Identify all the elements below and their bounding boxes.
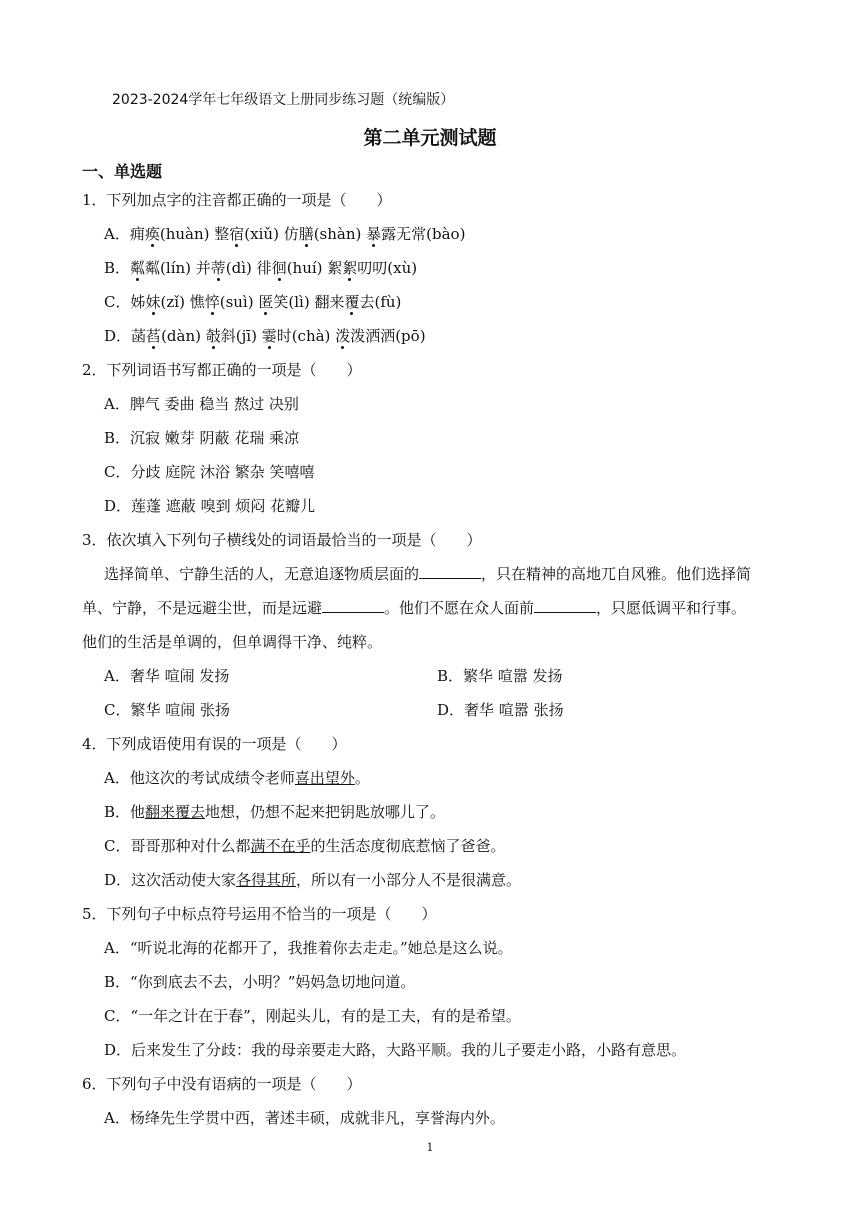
question-4-option-a: A．他这次的考试成绩令老师喜出望外。 [104,769,370,787]
question-4-option-d: D．这次活动使大家各得其所，所以有一小部分人不是很满意。 [104,871,522,889]
question-2-option-a: A．脾气 委曲 稳当 熬过 决别 [104,395,299,413]
blank-1 [419,564,481,579]
question-5-option-b: B．“你到底去不去，小明？”妈妈急切地问道。 [104,973,416,991]
blank-3 [534,598,596,613]
question-5-option-d: D．后来发生了分歧：我的母亲要走大路，大路平顺。我的儿子要走小路，小路有意思。 [104,1041,687,1059]
page-title: 第二单元测试题 [363,127,497,149]
question-5-option-c: C．“一年之计在于春”，刚起头儿，有的是工夫，有的是希望。 [104,1007,521,1025]
section-heading: 一、单选题 [82,162,163,181]
blank-2 [322,598,384,613]
question-6-option-a: A．杨绛先生学贯中西，著述丰硕，成就非凡，享誉海内外。 [104,1109,505,1127]
question-1-option-a: A．痈痪(huàn) 整宿(xiǔ) 仿膳(shàn) 暴露无常(bào) [104,225,466,243]
question-2-stem: 2．下列词语书写都正确的一项是（ ） [82,361,362,379]
question-1-stem: 1．下列加点字的注音都正确的一项是（ ） [82,191,392,209]
question-4-option-c: C．哥哥那种对什么都满不在乎的生活态度彻底惹恼了爸爸。 [104,837,506,855]
question-3-option-d: D．奢华 喧嚣 张扬 [437,701,564,719]
question-3-passage-line-3: 他们的生活是单调的，但单调得干净、纯粹。 [82,633,383,651]
page-number: 1 [426,1141,434,1154]
question-2-option-c: C．分歧 庭院 沐浴 繁杂 笑嘻嘻 [104,463,315,481]
question-2-option-d: D．莲蓬 遮蔽 嗅到 烦闷 花瓣儿 [104,497,316,515]
question-3-option-a: A．奢华 喧闹 发扬 [104,667,230,685]
question-1-option-d: D．菡萏(dàn) 攲斜(jī) 霎时(chà) 泼泼洒洒(pō) [104,327,426,345]
question-1-option-c: C．姊妹(zǐ) 憔悴(suì) 匿笑(lì) 翻来覆去(fù) [104,293,402,311]
question-4-stem: 4．下列成语使用有误的一项是（ ） [82,735,347,753]
question-3-option-c: C．繁华 喧闹 张扬 [104,701,231,719]
question-5-stem: 5．下列句子中标点符号运用不恰当的一项是（ ） [82,905,437,923]
question-3-passage-line-2: 单、宁静，不是远避尘世，而是远避 。他们不愿在众人面前 ，只愿低调平和行事。 [82,599,747,617]
question-1-option-b: B．粼粼(lín) 并蒂(dì) 徘徊(huí) 絮絮叨叨(xù) [104,259,418,277]
question-2-option-b: B．沉寂 嫩芽 阴蔽 花瑞 乘凉 [104,429,300,447]
document-header: 2023-2024学年七年级语文上册同步练习题（统编版） [112,92,455,108]
question-3-stem: 3．依次填入下列句子横线处的词语最恰当的一项是（ ） [82,531,482,549]
question-5-option-a: A．“听说北海的花都开了，我推着你去走走。”她总是这么说。 [104,939,513,957]
question-4-option-b: B．他翻来覆去地想，仍想不起来把钥匙放哪儿了。 [104,803,446,821]
question-3-option-b: B．繁华 喧嚣 发扬 [437,667,563,685]
question-6-stem: 6．下列句子中没有语病的一项是（ ） [82,1075,362,1093]
question-3-passage-line-1: 选择简单、宁静生活的人，无意追逐物质层面的 ，只在精神的高地兀自风雅。他们选择简 [104,565,752,583]
